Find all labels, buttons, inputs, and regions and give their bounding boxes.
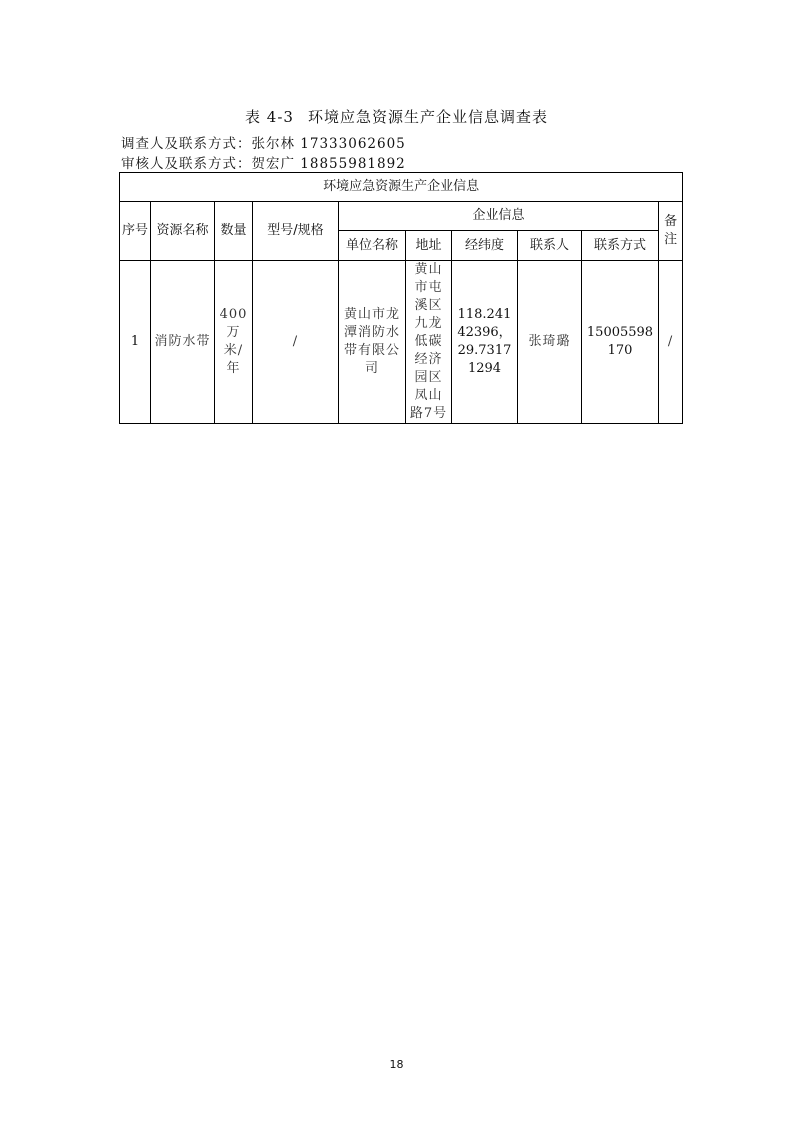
- header-resource-name: 资源名称: [151, 202, 215, 261]
- table-caption: [0, 106, 793, 127]
- header-phone: 联系方式: [582, 231, 659, 261]
- table-row: [120, 261, 683, 424]
- cell-contact: 张琦璐: [518, 261, 582, 424]
- cell-unit-name: [339, 261, 406, 424]
- phone-value: 15005598170: [586, 325, 654, 358]
- table-heading: 环境应急资源生产企业信息: [120, 173, 683, 202]
- header-enterprise-info: 企业信息: [339, 202, 659, 231]
- cell-address: [406, 261, 452, 424]
- quantity-value: 400万米/年: [219, 307, 248, 376]
- header-seq: 序号: [120, 202, 151, 261]
- page-number: 18: [389, 1058, 404, 1071]
- table-title: 环境应急资源生产企业信息调查表: [307, 108, 548, 126]
- unit-name-value: 黄山市龙潭消防水带有限公司: [343, 307, 400, 376]
- cell-coordinates: [452, 261, 518, 424]
- reviewer-line: 审核人及联系方式：贺宏广 18855981892: [121, 156, 406, 172]
- coordinates-value: 118.24142396，29.73171294: [457, 307, 512, 376]
- header-address: 地址: [406, 231, 452, 261]
- header-coordinates: 经纬度: [452, 231, 518, 261]
- header-unit-name: 单位名称: [339, 231, 406, 261]
- header-remarks: 备注: [659, 202, 683, 261]
- header-model: 型号/规格: [253, 202, 339, 261]
- table-number: 表 4-3: [245, 108, 294, 126]
- cell-quantity: [215, 261, 253, 424]
- header-quantity: 数量: [215, 202, 253, 261]
- table-title-row: [120, 173, 683, 202]
- header-contact: 联系人: [518, 231, 582, 261]
- cell-seq: 1: [120, 261, 151, 424]
- cell-phone: [582, 261, 659, 424]
- cell-model: /: [253, 261, 339, 424]
- header-row-1: [120, 202, 683, 231]
- cell-resource-name: 消防水带: [151, 261, 215, 424]
- cell-remarks: /: [659, 261, 683, 424]
- survey-table: [119, 172, 683, 424]
- address-value: 黄山市屯溪区九龙低碳经济园区凤山路7号: [409, 262, 448, 421]
- investigator-line: 调查人及联系方式：张尔林 17333062605: [121, 136, 406, 152]
